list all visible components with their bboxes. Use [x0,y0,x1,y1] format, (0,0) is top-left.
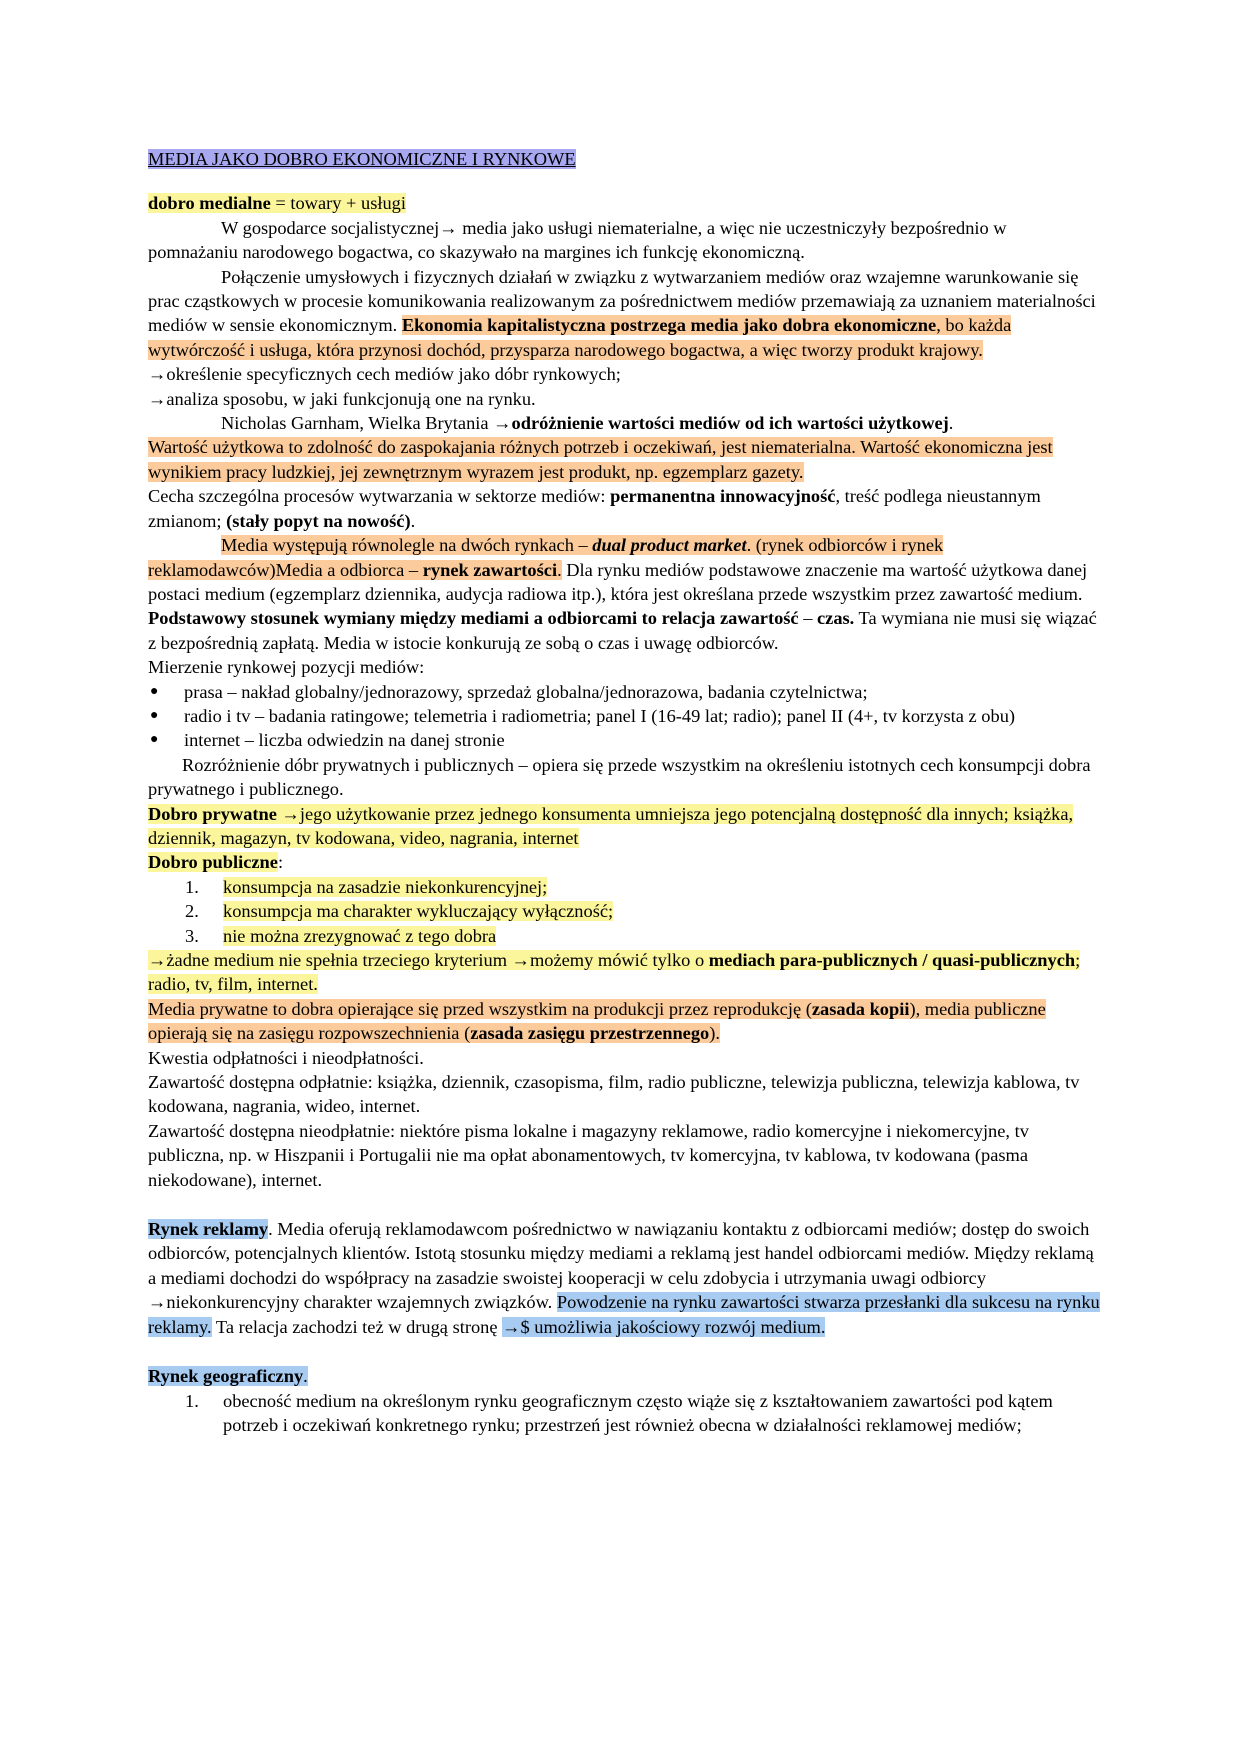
capitalist-economy-highlight: Ekonomia kapitalistyczna postrzega media jako dobra ekonomiczne [401,315,937,336]
paragraph-free-content: Zawartość dostępna nieodpłatnie: niektóre pisma lokalne i magazyny reklamowe, radio komercyjne i niekomercyjne, tv publiczna, np. w Hiszpanii i Portugalii nie ma opłat abonamentowych, tv komercyjna, tv kablowa, tv kodowana (pasma niekodowane), internet. [148,1120,1029,1190]
definition-term: dobro medialne [148,193,271,214]
list-item: 1. konsumpcja na zasadzie niekonkurencyjnej; [185,876,548,897]
definition-rest: = towary + usługi [270,193,406,214]
paragraph-ad-market: Rynek reklamy. Media oferują reklamodawcom pośrednictwo w nawiązaniu kontaktu z odbiorcami mediów; dostęp do swoich odbiorców, potencjalnych klientów. Istotą stosunku między mediami a reklamą jest handel odbiorcami mediów. Między reklamą a mediami dochodzi do współpracy na zasadzie swoistej kooperacji w celu zdobycia i utrzymania uwagi odbiorcy →niekonkurencyjny charakter wzajemnych związków. Powodzenie na rynku zawartości stwarza przesłanki dla sukcesu na rynku reklamy. Ta relacja zachodzi też w drugą stronę →$ umożliwia jakościowy rozwój medium. [148,1219,1100,1337]
document-title [148,147,1100,171]
arrow-line-1: →określenie specyficznych cech mediów jako dóbr rynkowych; [148,364,621,385]
geo-market-heading: Rynek geograficzny. [148,1366,308,1387]
paragraph-copy-range: Media prywatne to dobra opierające się przed wszystkim na produkcji przez reprodukcję (zasada kopii), media publiczne opierają się na zasięgu rozpowszechnienia (zasada zasięgu przestrzennego). [148,998,1046,1044]
paragraph-quasi-public: →żadne medium nie spełnia trzeciego kryterium →możemy mówić tylko o mediach para-publicznych / quasi-publicznych; radio, tv, film, internet. [148,950,1081,995]
paragraph-use-value: Wartość użytkowa to zdolność do zaspokajania różnych potrzeb i oczekiwań, jest niematerialna. Wartość ekonomiczna jest wynikiem pracy ludzkiej, jej zewnętrznym wyrazem jest produkt, np. egzemplarz gazety. [148,437,1053,482]
list-item: 2. konsumpcja ma charakter wykluczający wyłączność; [185,901,614,922]
ad-market-term: Rynek reklamy [148,1219,269,1240]
public-good-heading: Dobro publiczne: [148,852,284,873]
list-item: ● prasa – nakład globalny/jednorazowy, sprzedaż globalna/jednorazowa, badania czytelnictwa; [184,680,1100,704]
list-item: ● radio i tv – badania ratingowe; telemetria i radiometria; panel I (16-49 lat; radio); panel II (4+, tv korzysta z obu) [184,704,1100,728]
public-good-list [148,875,1100,948]
paragraph-materiality: Połączenie umysłowych i fizycznych działań w związku z wytwarzaniem mediów oraz wzajemne warunkowanie się prac cząstkowych w procesie komunikowania realizowanym za pośrednictwem mediów przemawiają za uznaniem materialności mediów w sensie ekonomicznym. Ekonomia kapitalistyczna postrzega media jako dobra ekonomiczne, bo każda wytwórczość i usługa, która przynosi dochód, przysparza narodowego bogactwa, a więc tworzy produkt krajowy. [148,266,1096,360]
paragraph-private-public: Rozróżnienie dóbr prywatnych i publicznych – opiera się przede wszystkim na określeniu istotnych cech konsumpcji dobra prywatnego i publicznego. [148,754,1091,800]
list-item: ● internet – liczba odwiedzin na danej stronie [184,728,1100,752]
arrow-line-2: →analiza sposobu, w jaki funkcjonują one na rynku. [148,388,536,409]
paragraph-socialist: W gospodarce socjalistycznej→ media jako usługi niematerialne, a więc nie uczestniczyły bezpośrednio w pomnażaniu narodowego bogactwa, co skazywało na margines ich funkcję ekonomiczną. [148,217,1007,263]
paragraph-private-good: Dobro prywatne →jego użytkowanie przez jednego konsumenta umniejsza jego potencjalną dostępność dla innych; książka, dziennik, magazyn, tv kodowana, video, nagrania, internet [148,803,1074,848]
measure-heading: Mierzenie rynkowej pozycji mediów: [148,657,425,678]
list-item: 1. obecność medium na określonym rynku geograficznym często wiąże się z kształtowaniem zawartości pod kątem potrzeb i oczekiwań konkretnego rynku; przestrzeń jest również obecna w działalności reklamowej mediów; [185,1390,1053,1435]
list-item: 3. nie można zrezygnować z tego dobra [185,925,497,946]
geo-market-list [148,1389,1100,1438]
definition-line [148,191,1100,215]
paragraph-paid-content: Zawartość dostępna odpłatnie: książka, dziennik, czasopisma, film, radio publiczne, telewizja publiczna, telewizja kablowa, tv kodowana, nagrania, wideo, internet. [148,1072,1080,1117]
paragraph-garnham: Nicholas Garnham, Wielka Brytania →odróżnienie wartości mediów od ich wartości użytkowej. [221,413,954,434]
paragraph-dual-market: Media występują równolegle na dwóch rynkach – dual product market. (rynek odbiorców i rynek reklamodawców)Media a odbiorca – rynek zawartości. Dla rynku mediów podstawowe znaczenie ma wartość użytkowa danej postaci medium (egzemplarz dziennika, audycja radiowa itp.), która jest określana przede wszystkim przez zawartość medium. Podstawowy stosunek wymiany między mediami a odbiorcami to relacja zawartość – czas. Ta wymiana nie musi się wiązać z bezpośrednią zapłatą. Media w istocie konkurują ze sobą o czas i uwagę odbiorców. [148,535,1097,653]
paragraph-innovation: Cecha szczególna procesów wytwarzania w sektorze mediów: permanentna innowacyjność, treść podlega nieustannym zmianom; (stały popyt na nowość). [148,486,1041,531]
title-highlight: MEDIA JAKO DOBRO EKONOMICZNE I RYNKOWE [148,149,576,169]
paragraph-payment: Kwestia odpłatności i nieodpłatności. [148,1047,424,1068]
measure-list [148,680,1100,753]
